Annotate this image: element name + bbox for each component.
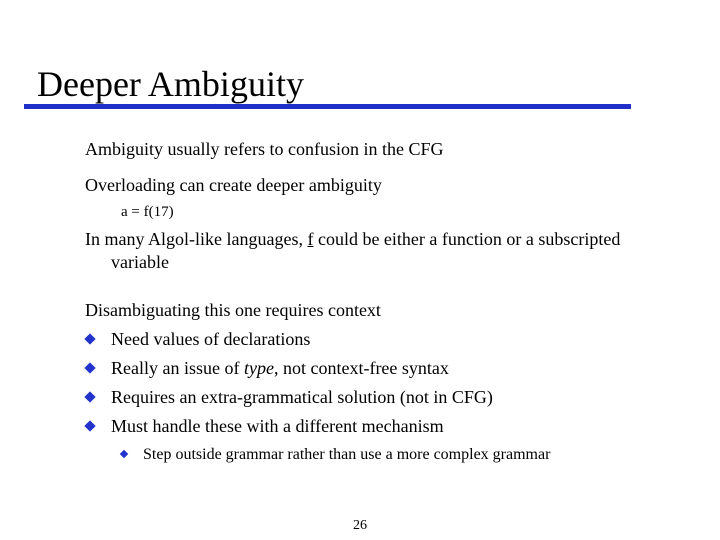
bullet-type-em: type bbox=[243, 358, 274, 378]
title-underline-rule bbox=[24, 104, 631, 109]
text-algol-continuation: variable bbox=[111, 252, 169, 272]
code-example: a = f(17) bbox=[121, 204, 174, 220]
bullet-diamond-icon bbox=[84, 333, 95, 344]
slide-title: Deeper Ambiguity bbox=[37, 64, 304, 104]
bullet-item-type bbox=[111, 357, 449, 380]
bullet-item-mechanism: Must handle these with a different mechanism bbox=[111, 416, 444, 436]
text-algol-languages bbox=[85, 228, 620, 251]
bullet-type-pre: Really an issue of bbox=[111, 358, 244, 378]
algol-prefix: In many Algol-like languages, bbox=[85, 229, 308, 249]
algol-suffix: could be either a function or a subscripted bbox=[313, 229, 621, 249]
text-ambiguity-definition: Ambiguity usually refers to confusion in the CFG bbox=[85, 139, 444, 159]
bullet-item-declarations: Need values of declarations bbox=[111, 329, 311, 349]
text-overloading: Overloading can create deeper ambiguity bbox=[85, 175, 382, 195]
sub-bullet-item: Step outside grammar rather than use a more complex grammar bbox=[143, 446, 551, 463]
bullet-item-extra-grammatical: Requires an extra-grammatical solution (not in CFG) bbox=[111, 387, 493, 407]
sub-bullet-diamond-icon bbox=[120, 450, 128, 458]
algol-f: f bbox=[307, 229, 314, 249]
bullet-diamond-icon bbox=[84, 420, 95, 431]
bullet-type-post: , not context-free syntax bbox=[273, 358, 449, 378]
text-disambiguating: Disambiguating this one requires context bbox=[85, 300, 381, 320]
bullet-diamond-icon bbox=[84, 391, 95, 402]
bullet-diamond-icon bbox=[84, 362, 95, 373]
page-number: 26 bbox=[353, 518, 367, 533]
